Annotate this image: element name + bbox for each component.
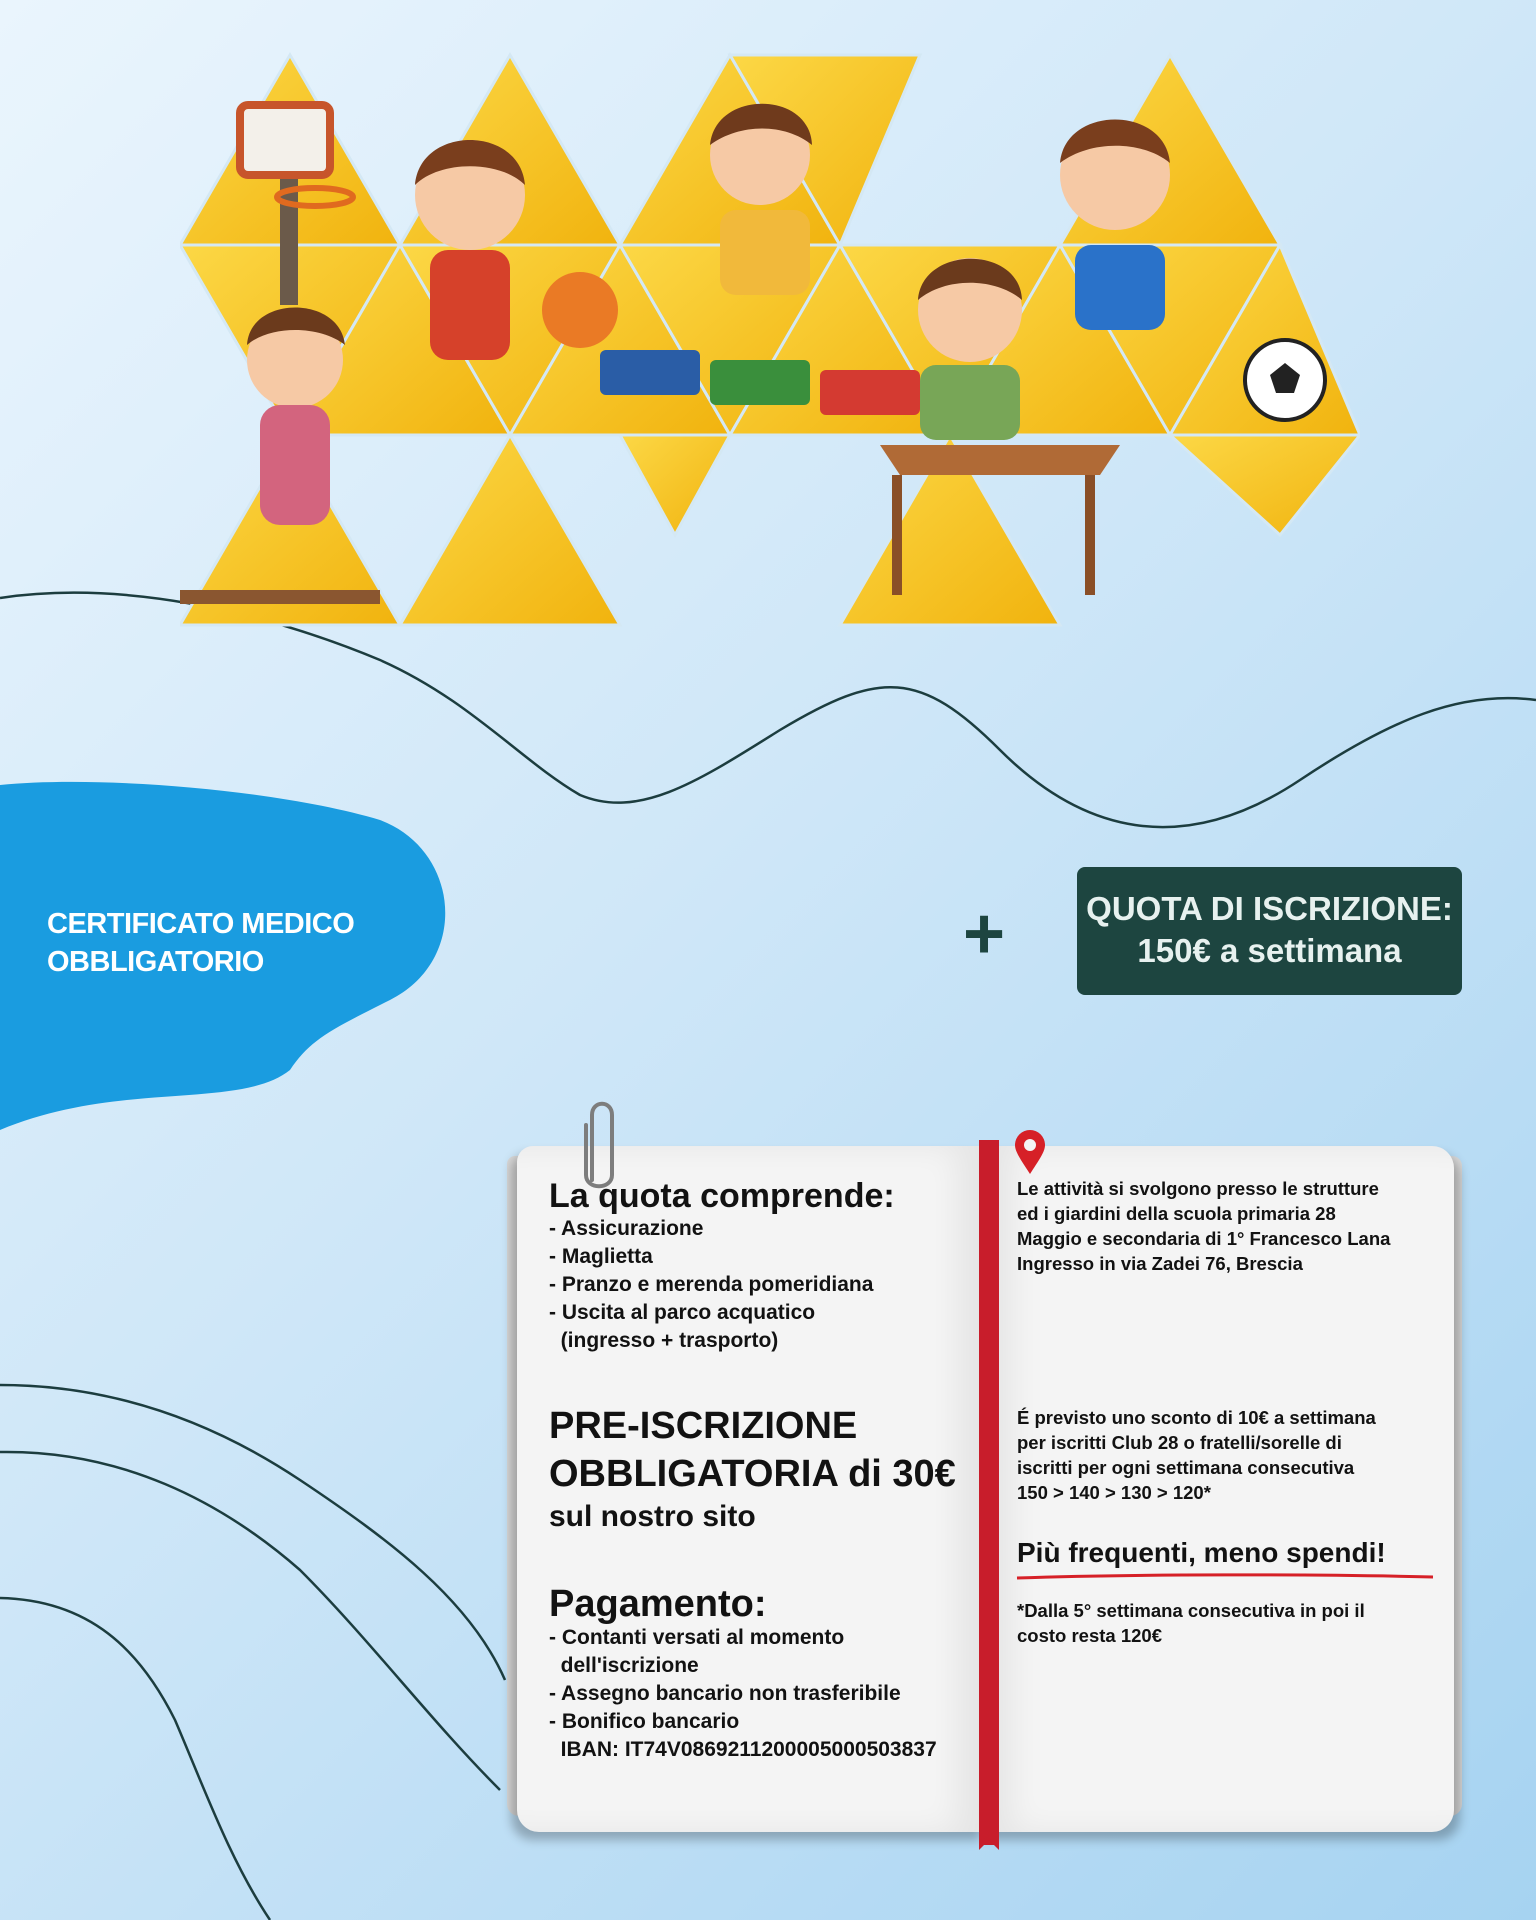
- ribbon-tail: [979, 1830, 999, 1850]
- kids-activities-illustration: [180, 45, 1360, 645]
- location-line: Le attività si svolgono presso le strutture: [1017, 1178, 1379, 1199]
- open-notebook: [505, 1140, 1465, 1840]
- includes-item: - Assicurazione: [549, 1217, 704, 1240]
- discount-line: É previsto uno sconto di 10€ a settimana: [1017, 1407, 1376, 1428]
- plus-sign: +: [963, 894, 1006, 974]
- includes-item: (ingresso + trasporto): [549, 1329, 779, 1352]
- discount-line: 150 > 140 > 130 > 120*: [1017, 1482, 1211, 1503]
- includes-item: - Maglietta: [549, 1245, 653, 1268]
- location-line: ed i giardini della scuola primaria 28: [1017, 1203, 1336, 1224]
- payment-title: Pagamento:: [549, 1583, 767, 1625]
- map-pin-icon: [1013, 1130, 1047, 1176]
- payment-iban: IBAN: IT74V0869211200005000503837: [549, 1738, 937, 1761]
- includes-item: - Uscita al parco acquatico: [549, 1301, 816, 1324]
- bookmark-ribbon: [979, 1140, 999, 1845]
- wave-line-bottom-2: [0, 1452, 500, 1790]
- preregistration-line-3: sul nostro sito: [549, 1500, 756, 1533]
- discount-line: iscritti per ogni settimana consecutiva: [1017, 1457, 1355, 1478]
- certificate-line-2: OBBLIGATORIO: [47, 946, 264, 978]
- fee-amount: 150€ a settimana: [1137, 932, 1402, 969]
- location-line: Ingresso in via Zadei 76, Brescia: [1017, 1253, 1303, 1274]
- preregistration-line-1: PRE-ISCRIZIONE: [549, 1405, 858, 1447]
- note-line: *Dalla 5° settimana consecutiva in poi il: [1017, 1600, 1365, 1621]
- wave-line-bottom-3: [0, 1598, 270, 1920]
- slogan-underline: [1015, 1572, 1435, 1582]
- fee-badge: [1077, 867, 1462, 995]
- includes-item: - Pranzo e merenda pomeridiana: [549, 1273, 874, 1296]
- location-line: Maggio e secondaria di 1° Francesco Lana: [1017, 1228, 1391, 1249]
- preregistration-line-2: OBBLIGATORIA di 30€: [549, 1453, 956, 1495]
- slogan: Più frequenti, meno spendi!: [1017, 1537, 1386, 1568]
- includes-title: La quota comprende:: [549, 1177, 895, 1215]
- payment-item: - Bonifico bancario: [549, 1710, 740, 1733]
- note-line: costo resta 120€: [1017, 1625, 1163, 1646]
- fee-title: QUOTA DI ISCRIZIONE:: [1086, 890, 1453, 927]
- discount-line: per iscritti Club 28 o fratelli/sorelle di: [1017, 1432, 1342, 1453]
- payment-item: - Contanti versati al momento: [549, 1626, 845, 1649]
- payment-item: - Assegno bancario non trasferibile: [549, 1682, 901, 1705]
- certificate-line-1: CERTIFICATO MEDICO: [47, 908, 355, 940]
- payment-item: dell'iscrizione: [549, 1654, 699, 1677]
- medical-certificate-note: [47, 905, 354, 981]
